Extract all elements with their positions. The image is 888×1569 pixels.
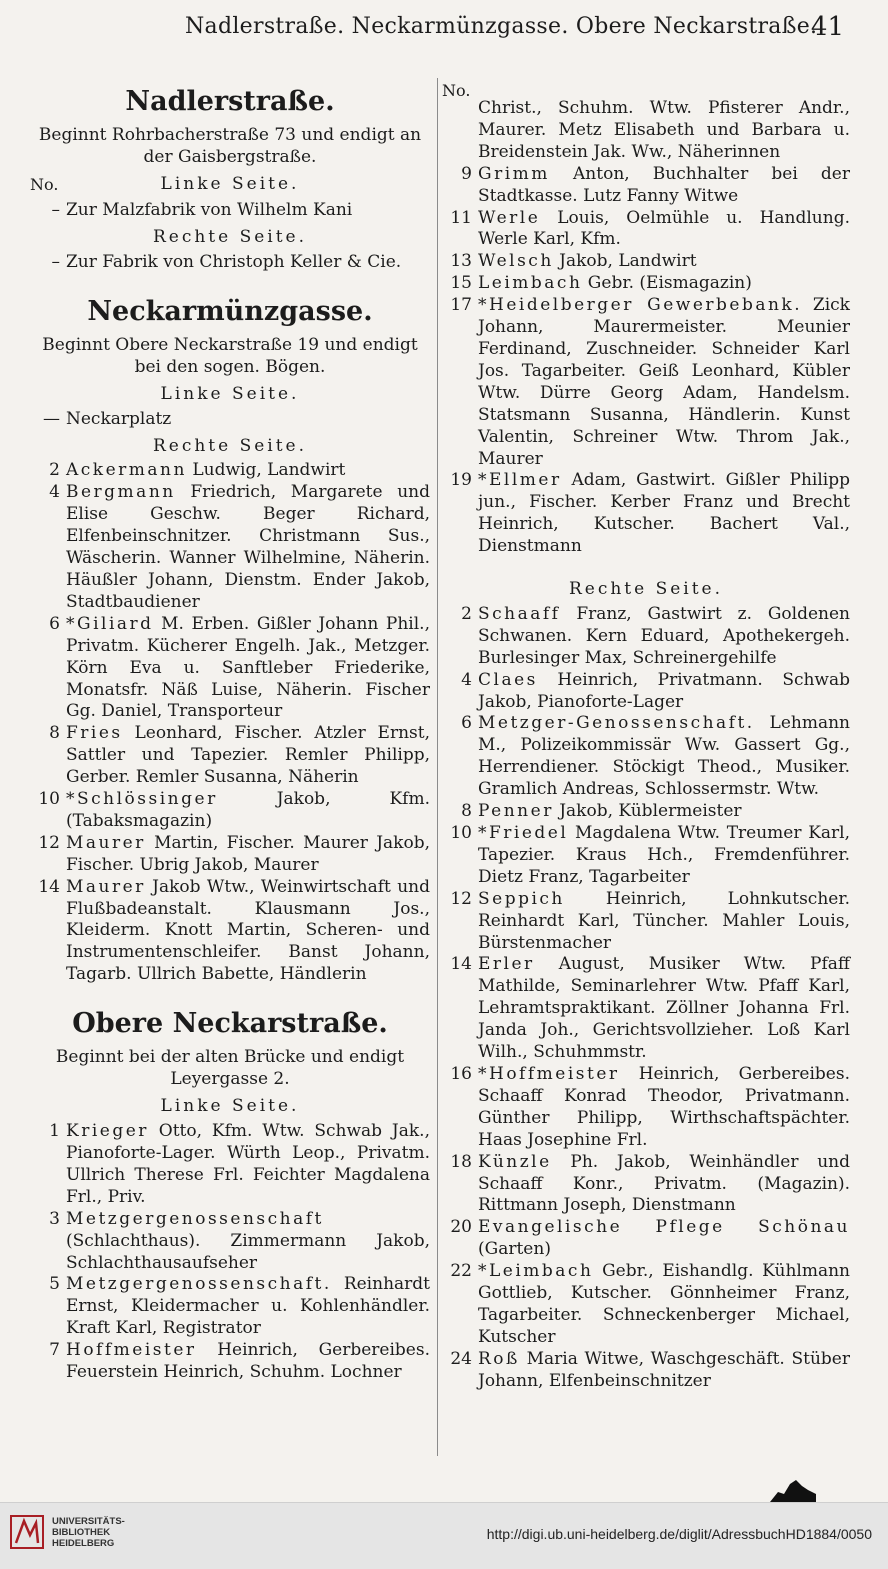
list-item: [30, 482, 430, 613]
house-number: 5: [49, 1274, 60, 1295]
entry-residents: Leonhard, Fischer. Atzler Ernst, Sattler und Tapezier. Remler Philipp, Gerber. Remler Susanna, Näherin: [66, 723, 430, 788]
library-logo[interactable]: [10, 1515, 125, 1549]
list-item: [30, 200, 430, 222]
entry-owner-name: *Friedel: [478, 823, 569, 843]
page-number: 41: [810, 12, 844, 42]
list-item: [30, 877, 430, 987]
entry-residents: Jakob, Landwirt: [553, 251, 697, 272]
entry-owner-name: *Hoffmeister: [478, 1063, 620, 1084]
house-number: 10: [450, 823, 472, 843]
entry-residents: Louis, Oelmühle u. Handlung. Werle Karl, Kfm.: [478, 207, 850, 250]
entry-residents: Otto, Kfm. Wtw. Schwab Jak., Pianoforte-Lager. Würth Leop., Privatm. Ullrich Therese Frl. Feichter Magdalena Frl., Priv.: [66, 1121, 430, 1207]
entry-text: [478, 295, 850, 470]
entry-owner-name: Hoffmeister: [66, 1340, 197, 1361]
entry-list: [30, 460, 430, 986]
list-item: [442, 98, 850, 164]
side-heading-left: Linke Seite.: [160, 174, 300, 194]
house-number: 20: [450, 1217, 472, 1238]
side-heading-right: Rechte Seite.: [152, 226, 308, 247]
entry-text: [478, 1217, 850, 1261]
entry-residents: Anton, Buchhalter bei der Stadtkasse. Lutz Fanny Witwe: [478, 163, 850, 206]
house-number: 9: [461, 163, 472, 184]
entry-text: [66, 723, 430, 789]
entry-list: [30, 1121, 430, 1384]
house-number: 8: [461, 801, 472, 822]
list-item: [30, 409, 430, 431]
list-item: [442, 1349, 850, 1393]
list-item: [442, 713, 850, 801]
entry-owner-name: Evangelische Pflege Schönau: [478, 1217, 850, 1238]
list-item: [30, 614, 430, 724]
number-label-text: No.: [442, 81, 471, 100]
entry-text: [478, 273, 850, 295]
list-item: [442, 954, 850, 1064]
entry-owner-name: *Schlössinger: [66, 789, 218, 810]
entry-text: [478, 670, 850, 714]
entry-residents: Maria Witwe, Waschgeschäft. Stüber Johann, Elfenbeinschnitzer: [478, 1348, 850, 1391]
footer-bar: [0, 1502, 888, 1569]
entry-text: [478, 823, 850, 889]
list-item: [442, 604, 850, 670]
house-number: 15: [450, 273, 472, 294]
entry-owner-name: Grimm: [478, 163, 550, 184]
list-item: [30, 1209, 430, 1275]
entry-owner-name: Künzle: [478, 1151, 552, 1172]
list-item: [442, 251, 850, 273]
street-title-nadlerstrasse: Nadlerstraße.: [125, 86, 335, 117]
house-number: 19: [450, 470, 472, 491]
side-heading-right: Rechte Seite.: [568, 579, 724, 600]
house-number: 3: [49, 1208, 60, 1229]
list-item: [30, 833, 430, 877]
list-item: [442, 670, 850, 714]
house-number: –: [51, 251, 60, 272]
side-heading-left: Linke Seite.: [160, 383, 300, 404]
number-label: [30, 174, 430, 192]
list-item: [442, 889, 850, 955]
entry-text: [478, 1261, 850, 1349]
house-number: 7: [49, 1340, 60, 1361]
entry-text: [478, 954, 850, 1064]
entry-residents: Ph. Jakob, Weinhändler und Schaaff Konr., Privatm. (Magazin). Rittmann Joseph, Dienstmann: [478, 1151, 850, 1216]
scan-artifact-mark: [770, 1478, 816, 1502]
entry-owner-name: Metzgergenossenschaft.: [66, 1274, 332, 1295]
list-item: [30, 1274, 430, 1340]
entry-text: [66, 460, 430, 482]
list-item: [30, 460, 430, 482]
house-number: 14: [38, 876, 60, 897]
entry-owner-name: Metzgergenossenschaft: [66, 1208, 324, 1229]
list-item: [442, 1064, 850, 1152]
entry-residents: Jakob Wtw., Weinwirtschaft und Flußbadeanstalt. Klausmann Jos., Kleiderm. Knott Martin, Scheren- und Instrumentenschleifer. Banst Johann, Tagarb. Ullrich Babette, Händlerin: [66, 876, 430, 985]
entry-residents: August, Musiker Wtw. Pfaff Mathilde, Seminarlehrer Wtw. Pfaff Karl, Lehramtspraktikant. Zöllner Johanna Frl. Janda Joh., Gerichtsvollzieher. Loß Karl Wilh., Schuhmmstr.: [478, 954, 850, 1063]
list-item: [442, 273, 850, 295]
house-number: 6: [49, 613, 60, 634]
house-number: 12: [450, 888, 472, 909]
list-item: [442, 1261, 850, 1349]
entry-residents: (Garten): [478, 1239, 551, 1260]
house-number: 2: [461, 603, 472, 624]
source-url-link[interactable]: http://digi.ub.uni-heidelberg.de/diglit/AdressbuchHD1884/0050: [486, 1526, 872, 1542]
entry-owner-name: Bergmann: [66, 482, 176, 503]
entry-residents: Lehmann M., Polizeikommissär Ww. Gassert Gg., Herrendiener. Stöckigt Theod., Musiker. Gramlich Andreas, Schlossermstr. Wtw.: [478, 713, 850, 800]
house-number: 4: [49, 482, 60, 503]
street-title-obere-neckarstrasse: Obere Neckarstraße.: [72, 1008, 388, 1040]
list-item: [30, 252, 430, 274]
entry-residents: Reinhardt Ernst, Kleidermacher u. Kohlenhändler. Kraft Karl, Registrator: [66, 1274, 430, 1339]
entry-owner-name: Maurer: [66, 832, 146, 853]
house-number: 8: [49, 723, 60, 744]
entry-owner-name: Maurer: [66, 876, 146, 897]
entry-text: Zur Malzfabrik von Wilhelm Kani: [66, 200, 353, 220]
entry-text: [478, 98, 850, 164]
entry-owner-name: Werle: [478, 207, 541, 228]
entry-text: [478, 713, 850, 801]
entry-text: [478, 164, 850, 208]
entry-residents: Ludwig, Landwirt: [186, 460, 346, 481]
entry-residents: Friedrich, Margarete und Elise Geschw. Beger Richard, Elfenbeinschnitzer. Christmann Sus., Wäscherin. Wanner Wilhelmine, Näherin. Häußler Johann, Dienstm. Ender Jakob, Stadtbaudiener: [66, 482, 430, 612]
house-number: —: [43, 408, 60, 429]
entry-residents: Zick Johann, Maurermeister. Meunier Ferdinand, Zuschneider. Schneider Karl Jos. Tagarbeiter. Geiß Leonhard, Kübler Wtw. Dürre Georg Adam, Handelsm. Statsmann Susanna, Händlerin. Kunst Valentin, Schreiner Wtw. Throm Jak., Maurer: [478, 295, 850, 469]
entry-text: [478, 801, 850, 823]
house-number: 2: [49, 460, 60, 481]
entry-owner-name: Metzger-Genossenschaft.: [478, 713, 755, 734]
entry-residents: M. Erben. Gißler Johann Phil., Privatm. Kücherer Engelh. Jak., Metzger. Körn Eva u. Sanftleber Friederike, Monatsfr. Näß Luise, Näherin. Fischer Gg. Daniel, Transporteur: [66, 613, 430, 722]
house-number: 22: [450, 1261, 472, 1282]
entry-residents: (Schlachthaus). Zimmermann Jakob, Schlachthausaufseher: [66, 1230, 430, 1273]
column-divider: [437, 78, 438, 1456]
entry-text: [478, 1152, 850, 1218]
entry-owner-name: Seppich: [478, 888, 565, 909]
list-item: [30, 723, 430, 789]
house-number: 13: [450, 251, 472, 272]
house-number: –: [51, 200, 60, 220]
entry-text: [478, 1349, 850, 1393]
entry-text: [478, 208, 850, 252]
side-heading-left: Linke Seite.: [160, 1096, 300, 1117]
entry-text: [66, 1274, 430, 1340]
entry-text: [478, 251, 850, 273]
entry-text: [478, 889, 850, 955]
entry-list: [442, 98, 850, 558]
entry-text: [478, 604, 850, 670]
house-number: 18: [450, 1151, 472, 1172]
number-label: [442, 80, 850, 98]
entry-owner-name: *Heidelberger Gewerbebank.: [478, 295, 803, 316]
left-column: [30, 80, 430, 1384]
list-item: [30, 1340, 430, 1384]
list-item: [442, 470, 850, 558]
list-item: [442, 208, 850, 252]
entry-owner-name: Krieger: [66, 1121, 149, 1142]
entry-owner-name: Schaaff: [478, 603, 561, 624]
house-number: 16: [450, 1063, 472, 1084]
street-description: Beginnt Rohrbacherstraße 73 und endigt an der Gaisbergstraße.: [38, 125, 422, 167]
entry-owner-name: Ackermann: [66, 460, 187, 481]
running-title: Nadlerstraße. Neckarmünzgasse. Obere Neckarstraße.: [185, 14, 818, 39]
entry-residents: Adam, Gastwirt. Gißler Philipp jun., Fischer. Kerber Franz und Brecht Heinrich, Kutscher. Bachert Val., Dienstmann: [478, 470, 850, 557]
entry-owner-name: Fries: [66, 723, 123, 744]
entry-residents: Heinrich, Gerbereibes. Feuerstein Heinrich, Schuhm. Lochner: [66, 1340, 430, 1383]
entry-text: [66, 1340, 430, 1384]
street-description: Beginnt Obere Neckarstraße 19 und endigt bei den sogen. Bögen.: [42, 334, 418, 377]
entry-list: [442, 604, 850, 1393]
house-number: 6: [461, 713, 472, 734]
entry-residents: Gebr., Eishandlg. Kühlmann Gottlieb, Kutscher. Gönnheimer Franz, Tagarbeiter. Schneckenberger Michael, Kutscher: [478, 1261, 850, 1347]
entry-residents: Heinrich, Lohnkutscher. Reinhardt Karl, Tüncher. Mahler Louis, Bürstenmacher: [478, 888, 850, 953]
street-description: Beginnt bei der alten Brücke und endigt Leyergasse 2.: [55, 1047, 405, 1090]
list-item: [30, 1121, 430, 1209]
number-label-text: No.: [30, 175, 59, 194]
house-number: 12: [38, 832, 60, 853]
entry-owner-name: *Leimbach: [478, 1261, 594, 1282]
entry-text: [66, 789, 430, 833]
entry-owner-name: Claes: [478, 669, 538, 690]
entry-text: [66, 614, 430, 724]
list-item: [442, 1152, 850, 1218]
right-column: [442, 80, 850, 1393]
entry-text: Neckarplatz: [66, 408, 172, 429]
entry-owner-name: Penner: [478, 801, 554, 822]
house-number: 14: [450, 954, 472, 975]
house-number: 24: [450, 1348, 472, 1369]
entry-owner-name: *Giliard: [66, 613, 154, 634]
list-item: [30, 789, 430, 833]
entry-residents: Jakob, Kfm. (Tabaksmagazin): [66, 789, 430, 831]
entry-text: [66, 1121, 430, 1209]
entry-residents: Magdalena Wtw. Treumer Karl, Tapezier. Kraus Hch., Fremdenführer. Dietz Franz, Tagarbeiter: [478, 823, 850, 887]
entry-text: [66, 1209, 430, 1275]
entry-owner-name: Erler: [478, 954, 535, 975]
house-number: 10: [38, 789, 60, 810]
entry-residents: Christ., Schuhm. Wtw. Pfisterer Andr., Maurer. Metz Elisabeth und Barbara u. Breidenstein Jak. Ww., Näherinnen: [478, 98, 850, 162]
entry-residents: Gebr. (Eismagazin): [582, 273, 752, 294]
library-seal-icon: [10, 1515, 44, 1549]
entry-text: [66, 482, 430, 613]
house-number: 11: [450, 207, 472, 228]
entry-owner-name: Roß: [478, 1348, 520, 1369]
entry-text: [66, 833, 430, 877]
house-number: 1: [49, 1121, 60, 1142]
entry-residents: Jakob, Küblermeister: [553, 801, 742, 822]
entry-residents: Martin, Fischer. Maurer Jakob, Fischer. Ubrig Jakob, Maurer: [66, 832, 430, 875]
library-name: UNIVERSITÄTS- BIBLIOTHEK HEIDELBERG: [52, 1515, 125, 1549]
street-title-neckarmuenzgasse: Neckarmünzgasse.: [87, 295, 373, 327]
house-number: 4: [461, 669, 472, 690]
house-number: 17: [450, 295, 472, 316]
entry-residents: Franz, Gastwirt z. Goldenen Schwanen. Kern Eduard, Apothekergeh. Burlesinger Max, Schreinergehilfe: [478, 603, 850, 668]
entry-residents: Heinrich, Gerbereibes. Schaaff Konrad Theodor, Privatmann. Günther Philipp, Wirthschaftspächter. Haas Josephine Frl.: [478, 1063, 850, 1150]
entry-text: [66, 877, 430, 987]
entry-owner-name: Leimbach: [478, 273, 583, 294]
entry-owner-name: *Ellmer: [478, 470, 562, 491]
list-item: [442, 164, 850, 208]
entry-text: [478, 1064, 850, 1152]
list-item: [442, 1217, 850, 1261]
side-heading-right: Rechte Seite.: [152, 435, 308, 456]
entry-owner-name: Welsch: [478, 251, 554, 272]
entry-residents: Heinrich, Privatmann. Schwab Jakob, Pianoforte-Lager: [478, 669, 850, 712]
entry-text: [478, 470, 850, 558]
entry-text: Zur Fabrik von Christoph Keller & Cie.: [66, 251, 402, 272]
list-item: [442, 295, 850, 470]
list-item: [442, 823, 850, 889]
list-item: [442, 801, 850, 823]
